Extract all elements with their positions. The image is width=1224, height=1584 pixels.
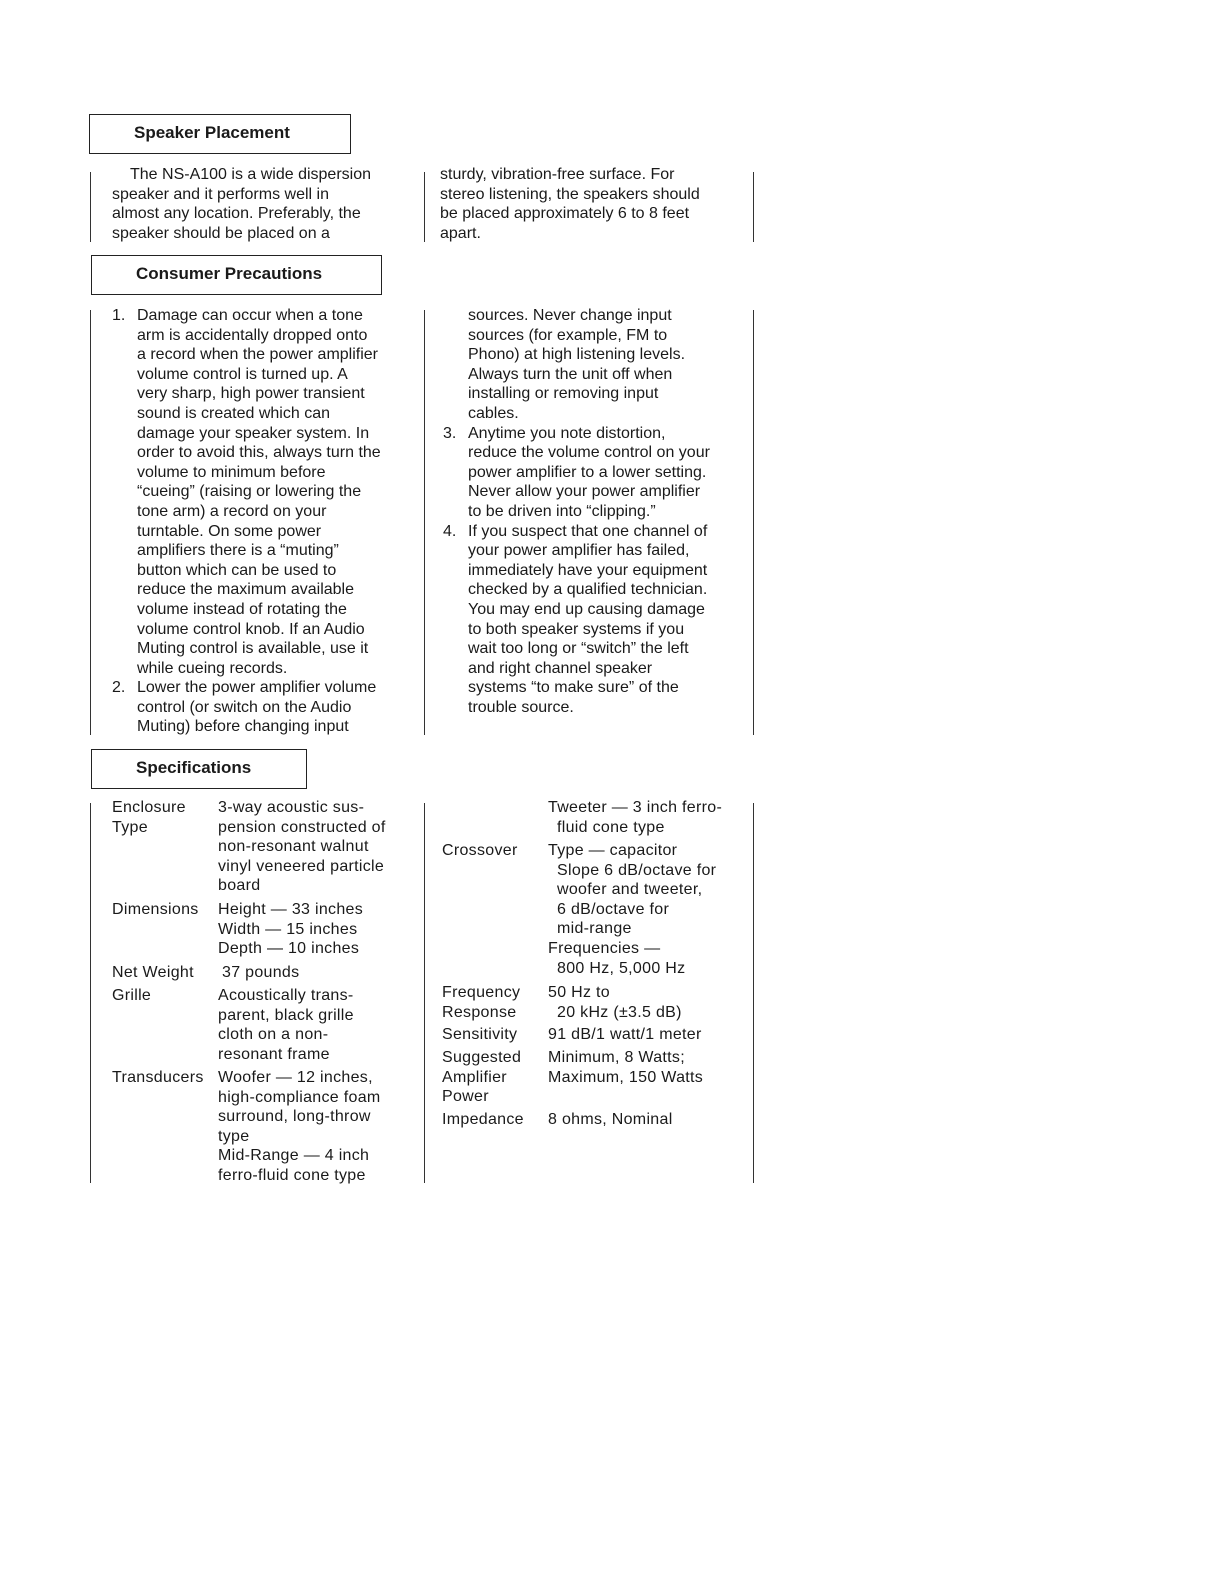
text-line: apart.: [440, 224, 481, 242]
item-number: 1.: [112, 307, 126, 324]
text-line: to be driven into “clipping.”: [468, 502, 656, 520]
column-rule: [90, 803, 91, 1183]
spec-value: Height — 33 inches Width — 15 inches Depth — 10 inches: [218, 901, 364, 958]
consumer-precautions-heading: Consumer Precautions: [91, 255, 382, 295]
spec-value: 91 dB/1 watt/1 meter: [548, 1026, 702, 1043]
text-line: and right channel speaker: [468, 659, 653, 677]
column-rule: [753, 172, 754, 242]
column-rule: [753, 310, 754, 735]
item-number: 3.: [443, 424, 457, 442]
column-rule: [90, 172, 91, 242]
column-rule: [424, 310, 425, 735]
text-line: very sharp, high power transient: [137, 385, 365, 403]
text-line: volume instead of rotating the: [137, 600, 347, 618]
text-line: damage your speaker system. In: [137, 424, 370, 442]
precautions-right-column: [443, 306, 710, 717]
spec-value: 8 ohms, Nominal: [548, 1111, 673, 1128]
spec-label: Crossover: [442, 842, 518, 859]
text-line: turntable. On some power: [137, 522, 322, 540]
text-line: while cueing records.: [137, 659, 288, 677]
text-line: sources. Never change input: [468, 307, 672, 324]
text-line: volume control is turned up. A: [137, 365, 348, 383]
spec-label: Enclosure Type: [112, 799, 186, 836]
precaution-item: [443, 522, 710, 718]
text-line: amplifiers there is a “muting”: [137, 542, 339, 560]
spec-label: Grille: [112, 987, 152, 1004]
text-line: reduce the maximum available: [137, 581, 354, 599]
spec-label: Frequency Response: [442, 984, 521, 1021]
spec-value: 37 pounds: [222, 964, 300, 981]
spec-value: Tweeter — 3 inch ferro- fluid cone type: [548, 799, 723, 836]
precaution-item: [112, 306, 381, 678]
specifications-heading: Specifications: [91, 749, 307, 789]
text-line: You may end up causing damage: [468, 600, 705, 618]
text-line: cables.: [468, 404, 519, 422]
spec-label: Net Weight: [112, 964, 194, 981]
spec-label: Sensitivity: [442, 1026, 518, 1043]
text-line: If you suspect that one channel of: [468, 522, 708, 540]
precaution-item: [443, 306, 710, 424]
speaker-placement-heading: Speaker Placement: [89, 114, 351, 154]
text-line: Always turn the unit off when: [468, 365, 673, 383]
text-line: a record when the power amplifier: [137, 346, 379, 364]
text-line: “cueing” (raising or lowering the: [137, 483, 362, 501]
column-rule: [753, 803, 754, 1183]
spec-label: Suggested Amplifier Power: [442, 1049, 522, 1106]
column-rule: [424, 803, 425, 1183]
text-line: wait too long or “switch” the left: [468, 640, 689, 658]
spec-value: Woofer — 12 inches, high-compliance foam surround, long-throw type Mid-Range — 4 inch ferro-fluid cone type: [218, 1069, 381, 1184]
item-number: 2.: [112, 679, 126, 697]
text-line: volume to minimum before: [137, 463, 326, 481]
text-line: Phono) at high listening levels.: [468, 346, 686, 364]
text-line: arm is accidentally dropped onto: [137, 326, 368, 344]
text-line: checked by a qualified technician.: [468, 581, 708, 599]
spec-label: Transducers: [112, 1069, 204, 1086]
text-line: stereo listening, the speakers should: [440, 185, 700, 203]
precaution-item: [443, 424, 710, 522]
text-line: Muting control is available, use it: [137, 640, 369, 658]
text-line: order to avoid this, always turn the: [137, 444, 381, 462]
text-line: Damage can occur when a tone: [137, 307, 363, 324]
text-line: be placed approximately 6 to 8 feet: [440, 205, 690, 223]
text-line: power amplifier to a lower setting.: [468, 463, 707, 481]
text-line: control (or switch on the Audio: [137, 698, 352, 716]
text-line: sound is created which can: [137, 404, 330, 422]
text-line: installing or removing input: [468, 385, 659, 403]
text-line: systems “to make sure” of the: [468, 679, 679, 697]
spec-label: Impedance: [442, 1111, 524, 1128]
text-line: Never allow your power amplifier: [468, 483, 701, 501]
text-line: Muting) before changing input: [137, 718, 349, 736]
speaker-placement-right: [440, 165, 700, 243]
text-line: button which can be used to: [137, 561, 337, 579]
item-number: 4.: [443, 522, 457, 540]
spec-value: Acoustically trans- parent, black grille cloth on a non- resonant frame: [218, 987, 354, 1063]
text-line: immediately have your equipment: [468, 561, 708, 579]
text-line: The NS-A100 is a wide dispersion: [130, 166, 372, 183]
precautions-left-column: [112, 306, 381, 737]
spec-value: 50 Hz to 20 kHz (±3.5 dB): [548, 984, 682, 1021]
column-rule: [90, 310, 91, 735]
text-line: your power amplifier has failed,: [468, 542, 690, 560]
speaker-placement-left: [112, 165, 371, 243]
text-line: Lower the power amplifier volume: [137, 679, 377, 697]
text-line: Anytime you note distortion,: [468, 424, 666, 442]
text-line: volume control knob. If an Audio: [137, 620, 365, 638]
spec-value: 3-way acoustic sus- pension constructed of non-resonant walnut vinyl veneered particle board: [218, 799, 386, 895]
text-line: sources (for example, FM to: [468, 326, 668, 344]
text-line: to both speaker systems if you: [468, 620, 685, 638]
text-line: reduce the volume control on your: [468, 444, 710, 462]
precaution-item: [112, 678, 381, 737]
spec-value: Minimum, 8 Watts; Maximum, 150 Watts: [548, 1049, 704, 1086]
text-line: trouble source.: [468, 698, 574, 716]
spec-label: Dimensions: [112, 901, 199, 918]
column-rule: [424, 172, 425, 242]
text-line: speaker and it performs well in: [112, 185, 329, 203]
text-line: almost any location. Preferably, the: [112, 205, 361, 223]
text-line: tone arm) a record on your: [137, 502, 327, 520]
text-line: speaker should be placed on a: [112, 224, 330, 242]
text-line: sturdy, vibration-free surface. For: [440, 166, 675, 183]
spec-value: Type — capacitor Slope 6 dB/octave for woofer and tweeter, 6 dB/octave for mid-range Frequencies — 800 Hz, 5,000 Hz: [548, 842, 717, 977]
